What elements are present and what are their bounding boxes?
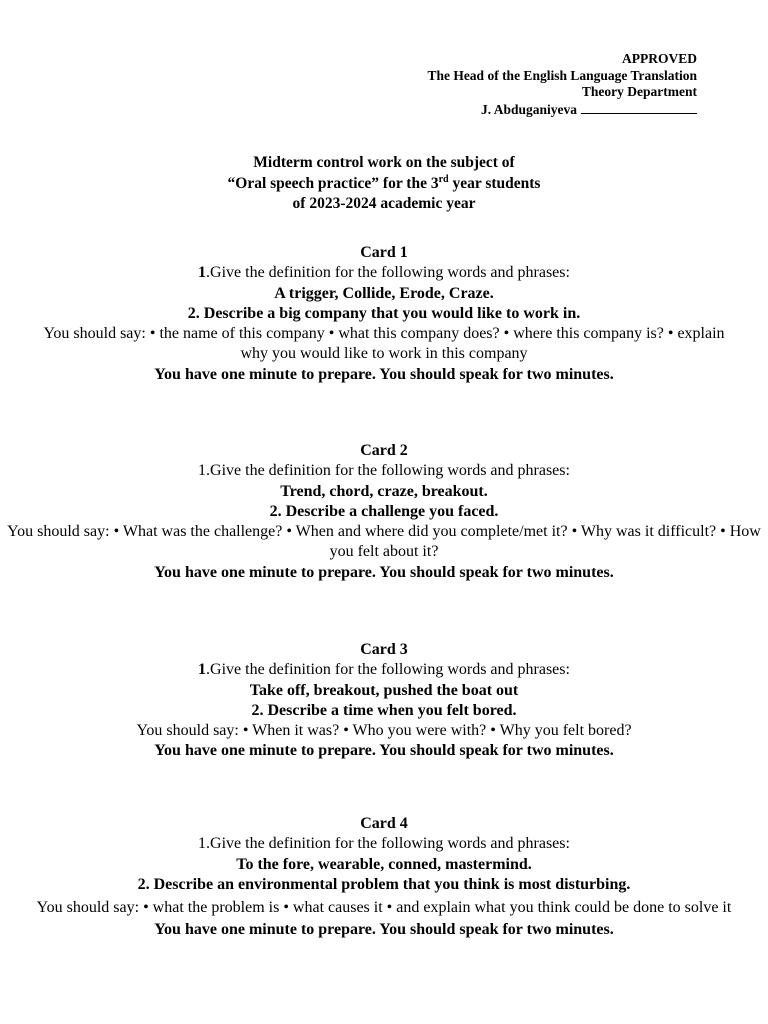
card-words: Take off, breakout, pushed the boat out — [249, 681, 519, 699]
card-words: A trigger, Collide, Erode, Craze. — [274, 284, 494, 302]
card-question-1 — [40, 461, 728, 481]
card-question-2: 2. Describe a challenge you faced. — [269, 502, 499, 520]
title-line3: of 2023-2024 academic year — [292, 195, 476, 212]
card-question-1 — [40, 660, 728, 680]
card-words: Trend, chord, craze, breakout. — [280, 482, 488, 500]
card-title: Card 4 — [360, 815, 408, 832]
question-number: 1 — [198, 835, 207, 853]
title-line2 — [0, 174, 768, 195]
title-line2-text: “Oral speech practice” for the 3 — [227, 174, 439, 192]
question-number: 1 — [198, 661, 207, 679]
card-question-1 — [40, 834, 728, 854]
card-say-prompts: You should say: • the name of this company • what this company does? • where this company is? • explain why you would like to work in this company — [43, 325, 725, 363]
card-title: Card 1 — [360, 244, 408, 261]
approval-signer: J. Abduganiyeva — [480, 101, 577, 117]
card-title: Card 3 — [360, 641, 408, 658]
card-question-1 — [40, 263, 728, 283]
card-question-2: 2. Describe an environmental problem that you think is most disturbing. — [137, 875, 631, 893]
question-text: .Give the definition for the following words and phrases: — [206, 462, 570, 480]
approval-heading: APPROVED — [622, 51, 697, 66]
signature-line — [581, 101, 697, 114]
title-line1: Midterm control work on the subject of — [253, 154, 515, 171]
card-4 — [36, 814, 732, 940]
card-question-2: 2. Describe a time when you felt bored. — [251, 701, 517, 719]
card-say-prompts: You should say: • what the problem is • what causes it • and explain what you think could be done to solve it — [36, 899, 732, 917]
card-say-prompts: You should say: • What was the challenge? • When and where did you complete/met it? • Why was it difficult? • How you felt about it? — [7, 523, 761, 561]
card-footer: You have one minute to prepare. You should speak for two minutes. — [154, 563, 614, 581]
question-text: .Give the definition for the following words and phrases: — [206, 264, 570, 282]
question-text: .Give the definition for the following words and phrases: — [206, 835, 570, 853]
card-footer: You have one minute to prepare. You should speak for two minutes. — [154, 365, 614, 383]
card-say-prompts: You should say: • When it was? • Who you were with? • Why you felt bored? — [136, 722, 632, 740]
document-title — [0, 153, 768, 215]
approval-signer-row — [427, 101, 697, 119]
card-3 — [40, 640, 728, 762]
card-1 — [40, 243, 728, 385]
question-number: 1 — [198, 264, 207, 282]
question-number: 1 — [198, 462, 207, 480]
approval-department-line1: The Head of the English Language Translation — [427, 67, 697, 83]
approval-department-line2: Theory Department — [581, 84, 697, 99]
card-footer: You have one minute to prepare. You should speak for two minutes. — [154, 742, 614, 760]
question-text: .Give the definition for the following words and phrases: — [206, 661, 570, 679]
card-title: Card 2 — [360, 442, 408, 459]
card-question-2: 2. Describe a big company that you would like to work in. — [187, 304, 581, 322]
title-line2-tail: year students — [448, 174, 541, 192]
card-words: To the fore, wearable, conned, mastermind. — [236, 855, 532, 873]
card-2 — [7, 441, 761, 583]
title-ordinal-suffix: rd — [438, 173, 449, 185]
card-footer: You have one minute to prepare. You should speak for two minutes. — [154, 921, 614, 939]
approval-block — [427, 51, 697, 118]
